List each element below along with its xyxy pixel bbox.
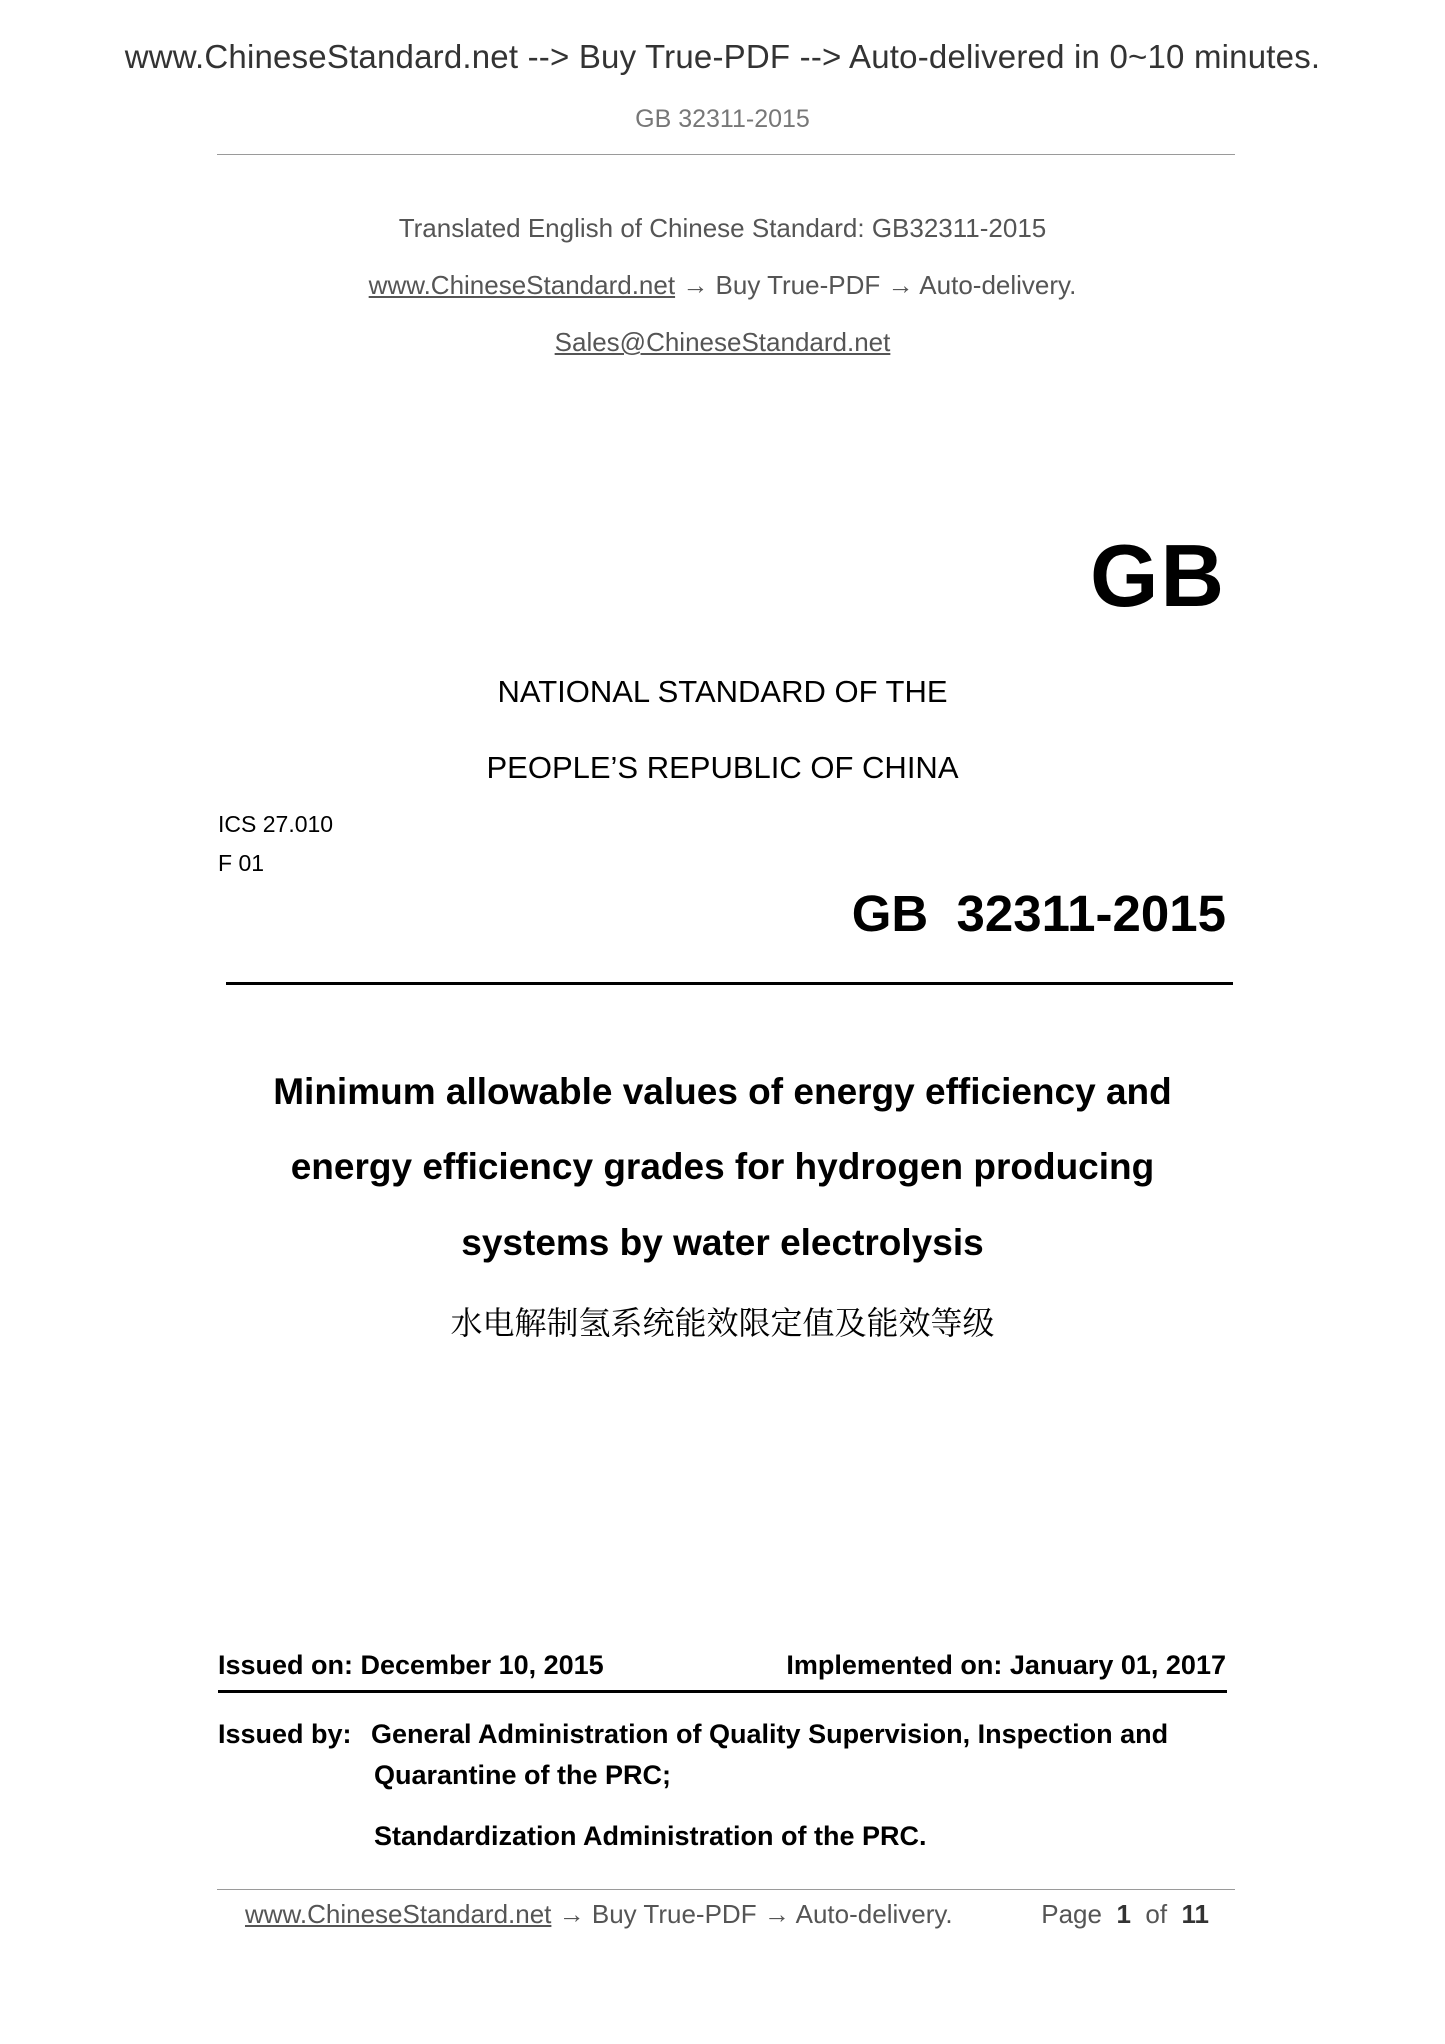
footer-site-link[interactable]: www.ChineseStandard.net xyxy=(245,1899,552,1929)
number-divider xyxy=(226,982,1233,985)
national-standard-line2: PEOPLE’S REPUBLIC OF CHINA xyxy=(486,750,959,785)
sales-email-link[interactable]: Sales@ChineseStandard.net xyxy=(554,327,891,357)
ccs-code: F 01 xyxy=(218,850,265,876)
issued-by-label: Issued by: xyxy=(218,1719,352,1749)
gb-logo: GB xyxy=(1090,526,1226,625)
page-number: 1 xyxy=(1116,1899,1131,1929)
delivery-line xyxy=(0,270,1445,301)
implemented-on: Implemented on: January 01, 2017 xyxy=(786,1650,1226,1680)
of-label: of xyxy=(1145,1899,1168,1929)
footer-buy-text: Buy True-PDF xyxy=(591,1899,757,1929)
site-link[interactable]: www.ChineseStandard.net xyxy=(368,270,676,300)
buy-text: Buy True-PDF xyxy=(715,270,881,300)
translated-note: Translated English of Chinese Standard: GB32311-2015 xyxy=(398,213,1047,243)
chinese-title: 水电解制氢系统能效限定值及能效等级 xyxy=(450,1304,995,1342)
footer-auto-text: Auto-delivery. xyxy=(795,1899,953,1929)
top-banner: www.ChineseStandard.net --> Buy True-PDF --> Auto-delivered in 0~10 minutes. xyxy=(124,38,1321,75)
issued-on: Issued on: December 10, 2015 xyxy=(218,1650,604,1680)
page-indicator xyxy=(1041,1899,1209,1930)
title-line2: energy efficiency grades for hydrogen producing xyxy=(290,1146,1155,1187)
total-pages: 11 xyxy=(1181,1899,1209,1929)
auto-delivery-text: Auto-delivery. xyxy=(919,270,1077,300)
title-line3: systems by water electrolysis xyxy=(461,1222,984,1263)
title-line1: Minimum allowable values of energy efficiency and xyxy=(273,1071,1172,1112)
issuer-sac: Standardization Administration of the PRC. xyxy=(374,1821,927,1851)
issue-divider xyxy=(218,1690,1227,1693)
ics-code: ICS 27.010 xyxy=(218,811,334,837)
page-label: Page xyxy=(1041,1899,1102,1929)
header-divider xyxy=(217,154,1235,155)
issuer-aqsiq-line2: Quarantine of the PRC; xyxy=(374,1760,672,1790)
sales-line xyxy=(0,327,1445,358)
arrow-right-icon: → xyxy=(887,270,914,300)
issuer-aqsiq-line1: General Administration of Quality Supervision, Inspection and xyxy=(371,1719,1169,1749)
arrow-right-icon: → xyxy=(763,1899,790,1929)
standard-number: GB 32311-2015 xyxy=(851,885,1226,942)
footer-delivery-line xyxy=(245,1899,953,1930)
national-standard-line1: NATIONAL STANDARD OF THE xyxy=(497,674,948,709)
footer-divider xyxy=(217,1889,1235,1890)
arrow-right-icon: → xyxy=(682,270,709,300)
header-standard-code: GB 32311-2015 xyxy=(635,105,810,133)
arrow-right-icon: → xyxy=(558,1899,585,1929)
